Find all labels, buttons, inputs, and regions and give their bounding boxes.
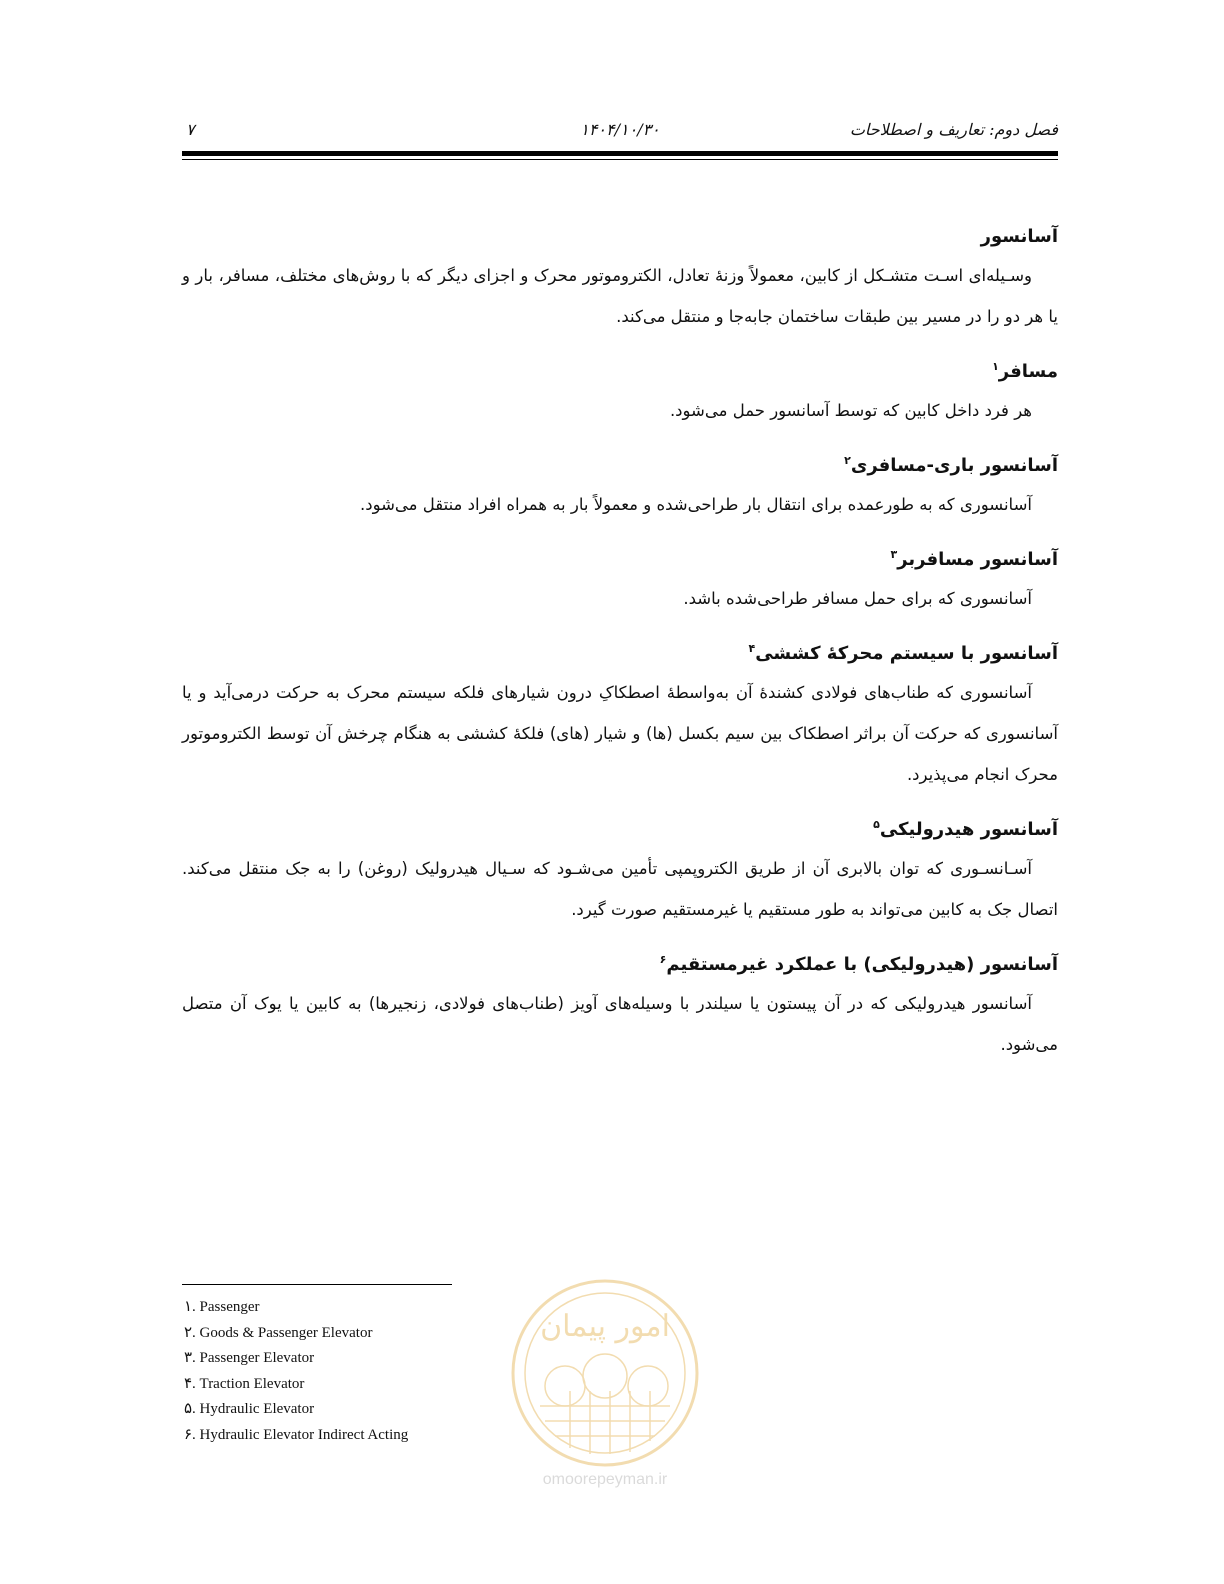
footnote-item: ۱. Passenger (184, 1299, 260, 1315)
term-title: آسانسور مسافربر$^۳$ (890, 548, 1058, 570)
term-hydraulic-elevator (182, 807, 1058, 930)
term-title: مسافر$^۱$ (992, 360, 1058, 382)
main-content (182, 214, 1058, 1077)
footnote-ref: ۱ (992, 360, 999, 373)
term-title: آسانسور باری-مسافری$^۲$ (844, 454, 1058, 476)
term-definition: آسانسور هیدرولیکی که در آن پیستون یا سیلندر با وسیله‌های آویز (طناب‌های فولادی، زنجیرها) به کابین یا یوک آن متصل می‌شود. (182, 994, 1058, 1054)
seal-text: امور پیمان (540, 1309, 670, 1344)
page-number: ۷ (186, 120, 195, 139)
page-header (182, 120, 1058, 144)
footnote-ref: ۴ (748, 642, 756, 655)
term-definition: آسـانسـوری که توان بالابری آن از طریق الکتروپمپی تأمین می‌شـود که سـیال هیدرولیک (روغن) را به جک منتقل می‌کند. اتصال جک به کابین می‌تواند به طور مستقیم یا غیرمستقیم صورت گیرد. (182, 859, 1058, 919)
footnote-item: ۳. Passenger Elevator (184, 1350, 315, 1366)
header-date: ۱۴۰۴/۱۰/۳۰ (580, 120, 660, 139)
footnote-item: ۴. Traction Elevator (184, 1375, 305, 1392)
header-rule-thin (182, 159, 1058, 160)
footnote-ref: ۶ (659, 953, 667, 966)
watermark-seal (500, 1276, 740, 1496)
term-elevator (182, 214, 1058, 337)
term-hydraulic-indirect-acting (182, 942, 1058, 1065)
footnote-item: ۲. Goods & Passenger Elevator (184, 1324, 373, 1341)
term-passenger (182, 349, 1058, 431)
term-definition: آسانسوری که به طورعمده برای انتقال بار طراحی‌شده و معمولاً بار به همراه افراد منتقل می‌شود. (359, 495, 1032, 514)
term-title: آسانسور (هیدرولیکی) با عملکرد غیرمستقیم$^۶$ (659, 953, 1058, 975)
term-title: آسانسور هیدرولیکی$^۵$ (873, 818, 1058, 840)
term-title: آسانسور (980, 226, 1058, 247)
term-title: آسانسور با سیستم محرکهٔ کششی$^۴$ (748, 642, 1058, 664)
term-definition: هر فرد داخل کابین که توسط آسانسور حمل می‌شود. (669, 401, 1032, 420)
term-definition: وسـیله‌ای اسـت متشـکل از کابین، معمولاً وزنهٔ تعادل، الکتروموتور محرک و اجزای دیگر که با روش‌های مختلف، مسافر، بار و یا هر دو را در مسیر بین طبقات ساختمان جابه‌جا و منتقل می‌کند. (182, 266, 1058, 326)
footnote-item: ۶. Hydraulic Elevator Indirect Acting (184, 1426, 409, 1443)
chapter-title: فصل دوم: تعاریف و اصطلاحات (849, 120, 1058, 139)
footnote-item: ۵. Hydraulic Elevator (184, 1401, 315, 1417)
watermark-url: omoorepeyman.ir (542, 1471, 668, 1488)
term-passenger-elevator (182, 537, 1058, 619)
footnote-ref: ۲ (844, 454, 851, 467)
term-definition: آسانسوری که طناب‌های فولادی کشندهٔ آن به‌واسطهٔ اصطکاکِ درون شیارهای فلکه سیستم محرک به حرکت درمی‌آید و یا آسانسوری که حرکت آن براثر اصطکاک بین سیم بکسل (ها) و شیار (های) فلکهٔ کششی به هنگام چرخش آن توسط الکتروموتور محرک انجام می‌پذیرد. (182, 683, 1058, 784)
seal-logo-icon (500, 1276, 710, 1471)
term-definition: آسانسوری که برای حمل مسافر طراحی‌شده باشد. (683, 589, 1032, 608)
header-rule-thick (182, 151, 1058, 156)
footnote-ref: ۵ (873, 818, 880, 831)
footnote-separator (182, 1284, 452, 1285)
footnote-ref: ۳ (890, 548, 898, 561)
term-goods-passenger-elevator (182, 443, 1058, 525)
term-traction-elevator (182, 631, 1058, 795)
